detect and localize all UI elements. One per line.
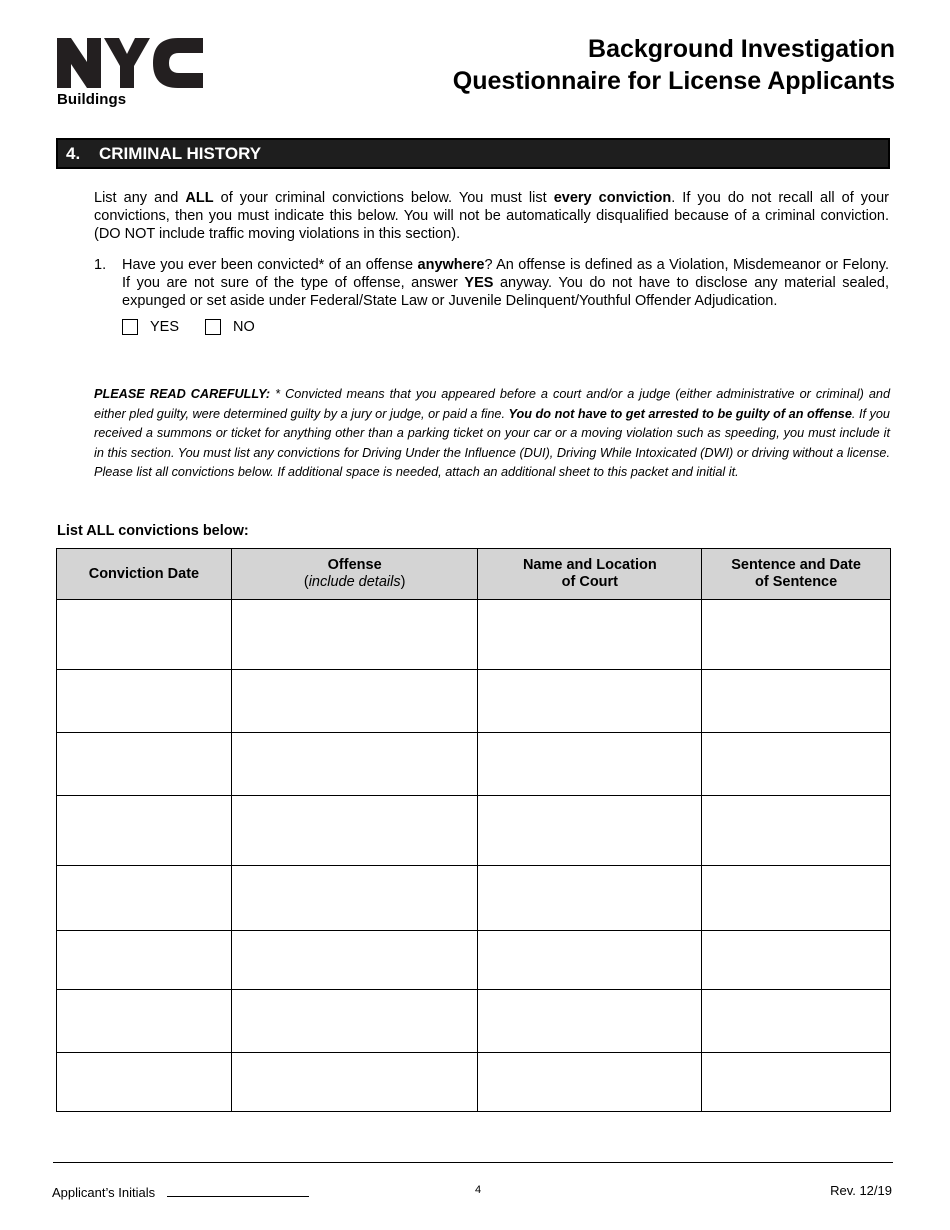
table-row — [57, 1053, 891, 1112]
cell-sentence[interactable] — [702, 990, 891, 1053]
cell-offense[interactable] — [231, 990, 478, 1053]
cell-court[interactable] — [478, 796, 702, 866]
question-1 — [94, 256, 889, 336]
cell-date[interactable] — [57, 670, 232, 733]
cell-court[interactable] — [478, 670, 702, 733]
table-row — [57, 931, 891, 990]
cell-date[interactable] — [57, 990, 232, 1053]
intro-text-3: . If you do not recall all of your convictions, then you must indicate this below. You will not be automatically disqualified because of a criminal conviction. (DO NOT include traffic moving violations in this section). — [94, 190, 890, 242]
question-number: 1. — [94, 257, 107, 273]
cell-court[interactable] — [478, 990, 702, 1053]
q1-bold-yes: YES — [464, 275, 494, 291]
title-line-2: Questionnaire for License Applicants — [452, 67, 895, 95]
cell-sentence[interactable] — [702, 600, 891, 670]
list-convictions-label: List ALL convictions below: — [57, 523, 249, 539]
notice-bold: You do not have to get arrested to be guilty of an offense — [508, 406, 852, 421]
initials-field — [52, 1183, 309, 1200]
cell-court[interactable] — [478, 1053, 702, 1112]
cell-offense[interactable] — [231, 733, 478, 796]
intro-bold-every: every conviction — [553, 190, 672, 206]
notice-text-2: . If you received a summons or ticket for anything other than a parking ticket on your car or a moving violation such as speeding, you must include it in this section. You must list any convictions for Driving Under the Influence (DUI), Driving While Intoxicated (DWI) or driving without a license. Please list all convictions below. If additional space is needed, attach an additional sheet to this packet and initial it. — [94, 406, 890, 479]
no-label: NO — [233, 319, 255, 335]
page-title — [453, 33, 895, 97]
col-conviction-date: Conviction Date — [57, 549, 232, 600]
no-option[interactable] — [205, 318, 255, 336]
notice-text-1: * Convicted means that you appeared before a court and/or a judge (either administrative or criminal) and either pled guilty, were determined guilty by a jury or judge, or paid a fine. — [94, 387, 890, 421]
cell-offense[interactable] — [231, 600, 478, 670]
table-header-row — [57, 549, 891, 600]
nyc-logo-icon — [57, 38, 205, 88]
table-row — [57, 670, 891, 733]
nyc-buildings-logo — [57, 38, 207, 108]
intro-text-1: List any and — [94, 190, 186, 206]
cell-sentence[interactable] — [702, 796, 891, 866]
initials-input-line[interactable] — [167, 1183, 309, 1197]
cell-sentence[interactable] — [702, 1053, 891, 1112]
intro-bold-all: ALL — [185, 190, 214, 206]
table-row — [57, 733, 891, 796]
col-sentence: Sentence and Date of Sentence — [702, 549, 891, 600]
yes-option[interactable] — [122, 318, 179, 336]
cell-offense[interactable] — [231, 866, 478, 931]
no-checkbox[interactable] — [205, 319, 221, 335]
cell-offense[interactable] — [231, 1053, 478, 1112]
section-header — [56, 138, 890, 169]
cell-date[interactable] — [57, 600, 232, 670]
yes-no-choices — [122, 318, 889, 336]
q1-text-2: ? An offense is defined as a Violation, Misdemeanor or Felony. If you are not sure of the type of offense, answer — [122, 257, 890, 291]
initials-label: Applicant’s Initials — [52, 1185, 156, 1200]
cell-date[interactable] — [57, 931, 232, 990]
cell-court[interactable] — [478, 866, 702, 931]
yes-label: YES — [150, 319, 180, 335]
q1-text-3: anyway. You do not have to disclose any material sealed, expunged or set aside under Federal/State Law or Juvenile Delinquent/Youthful Offender Adjudication. — [122, 275, 889, 309]
cell-date[interactable] — [57, 796, 232, 866]
cell-sentence[interactable] — [702, 670, 891, 733]
intro-paragraph — [94, 189, 889, 243]
cell-sentence[interactable] — [702, 733, 891, 796]
revision-label: Rev. 12/19 — [830, 1183, 892, 1198]
cell-offense[interactable] — [231, 670, 478, 733]
cell-court[interactable] — [478, 733, 702, 796]
yes-checkbox[interactable] — [122, 319, 138, 335]
q1-bold-anywhere: anywhere — [417, 257, 485, 273]
cell-offense[interactable] — [231, 796, 478, 866]
table-row — [57, 796, 891, 866]
intro-text-2: of your criminal convictions below. You must list — [213, 190, 554, 206]
read-carefully-notice — [94, 385, 890, 483]
cell-date[interactable] — [57, 733, 232, 796]
title-line-1: Background Investigation — [588, 35, 895, 63]
notice-lead: PLEASE READ CAREFULLY: — [94, 387, 271, 401]
table-row — [57, 600, 891, 670]
logo-subtitle: Buildings — [57, 91, 127, 108]
col-court: Name and Location of Court — [478, 549, 702, 600]
page-number: 4 — [475, 1184, 482, 1196]
cell-date[interactable] — [57, 866, 232, 931]
cell-sentence[interactable] — [702, 866, 891, 931]
table-row — [57, 866, 891, 931]
convictions-table — [56, 548, 891, 1112]
cell-offense[interactable] — [231, 931, 478, 990]
footer-divider — [53, 1162, 893, 1163]
section-title: CRIMINAL HISTORY — [99, 143, 262, 163]
cell-sentence[interactable] — [702, 931, 891, 990]
q1-text-1: Have you ever been convicted* of an offense — [122, 257, 418, 273]
section-number: 4. — [66, 143, 81, 163]
cell-court[interactable] — [478, 600, 702, 670]
table-row — [57, 990, 891, 1053]
cell-date[interactable] — [57, 1053, 232, 1112]
cell-court[interactable] — [478, 931, 702, 990]
question-text — [122, 256, 889, 310]
col-offense: Offense (include details) — [231, 549, 478, 600]
